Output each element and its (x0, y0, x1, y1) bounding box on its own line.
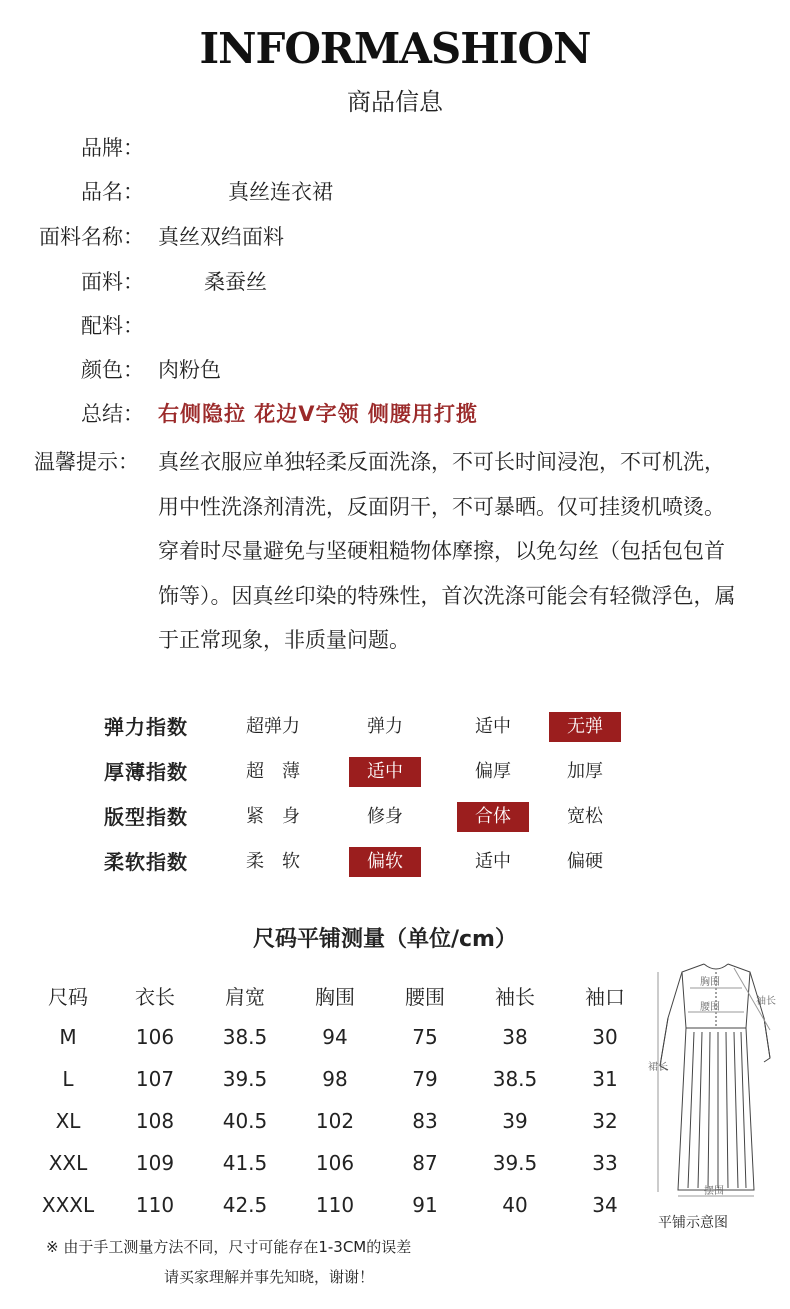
size-row (26, 1058, 650, 1100)
size-value-cell: 109 (135, 1151, 175, 1175)
size-value-cell: 38.5 (222, 1025, 268, 1049)
length-label: 裙长 (648, 1062, 668, 1073)
index-name: 弹力指数 (104, 715, 188, 739)
fabric-value: 桑蚕丝 (204, 270, 267, 294)
name-label: 品名： (81, 180, 144, 204)
info-row-summary (0, 398, 790, 432)
index-option: 弹力 (367, 716, 403, 737)
size-header-cell: 尺码 (48, 984, 88, 1009)
chest-label: 胸围 (700, 977, 720, 988)
info-row-fabric (0, 266, 790, 300)
size-name-cell: L (62, 1067, 74, 1091)
index-option: 宽松 (567, 806, 603, 827)
info-row-brand (0, 132, 790, 166)
index-name: 版型指数 (104, 805, 188, 829)
index-option: 超 薄 (246, 761, 300, 782)
size-header-cell: 袖口 (585, 984, 625, 1009)
size-value-cell: 42.5 (222, 1193, 268, 1217)
size-value-cell: 39 (502, 1109, 528, 1133)
name-value: 真丝连衣裙 (228, 180, 333, 204)
tips-label: 温馨提示： (34, 450, 139, 474)
measurement-note: ※ 由于手工测量方法不同，尺寸可能存在1-3CM的误差 (46, 1238, 412, 1256)
size-row (26, 1184, 650, 1226)
color-label: 颜色： (81, 358, 144, 382)
size-header-cell: 袖长 (495, 984, 535, 1009)
skirt-shape (678, 1028, 754, 1190)
info-row-accessory (0, 310, 790, 344)
size-value-cell: 79 (412, 1067, 438, 1091)
size-value-cell: 40.5 (222, 1109, 268, 1133)
left-sleeve-shape (660, 964, 704, 1066)
size-header-cell: 衣长 (135, 984, 175, 1009)
size-name-cell: XXL (48, 1151, 88, 1175)
size-value-cell: 108 (135, 1109, 175, 1133)
dress-flat-diagram (646, 958, 776, 1208)
index-option-selected: 适中 (349, 757, 421, 787)
size-value-cell: 102 (315, 1109, 355, 1133)
page-title: INFORMASHION (199, 24, 591, 73)
size-value-cell: 75 (412, 1025, 438, 1049)
index-option-selected: 偏软 (349, 847, 421, 877)
size-value-cell: 107 (135, 1067, 175, 1091)
size-header-cell: 腰围 (405, 984, 445, 1009)
size-value-cell: 106 (315, 1151, 355, 1175)
size-chart-title: 尺码平铺测量（单位/cm） (252, 927, 517, 952)
index-option: 柔 软 (246, 851, 300, 872)
size-table-header (26, 974, 650, 1016)
index-option: 适中 (475, 716, 511, 737)
index-name: 柔软指数 (104, 850, 188, 874)
index-option: 修身 (367, 806, 403, 827)
size-value-cell: 98 (322, 1067, 348, 1091)
size-value-cell: 106 (135, 1025, 175, 1049)
size-value-cell: 33 (592, 1151, 618, 1175)
info-row-fabric-name (0, 221, 790, 255)
index-option: 偏硬 (567, 851, 603, 872)
index-option: 加厚 (567, 761, 603, 782)
size-value-cell: 32 (592, 1109, 618, 1133)
fabric-name-value: 真丝双绉面料 (158, 225, 284, 249)
index-row (0, 845, 790, 879)
info-row-color (0, 354, 790, 388)
summary-label: 总结： (81, 402, 144, 426)
size-name-cell: M (59, 1025, 77, 1049)
fabric-label: 面料： (81, 270, 144, 294)
diagram-caption: 平铺示意图 (658, 1215, 728, 1231)
tips-text: 真丝衣服应单独轻柔反面洗涤，不可长时间浸泡，不可机洗，用中性洗涤剂清洗，反面阴干，不可暴晒。仅可挂烫机喷烫。穿着时尽量避免与坚硬粗糙物体摩擦，以免勾丝（包括包包首饰等）。因真丝印染的特殊性，首次洗涤可能会有轻微浮色，属于正常现象，非质量问题。 (158, 450, 736, 652)
sleeve-label: 袖长 (756, 996, 776, 1007)
index-option-selected: 无弹 (549, 712, 621, 742)
index-option: 偏厚 (475, 761, 511, 782)
size-value-cell: 41.5 (222, 1151, 268, 1175)
index-option: 适中 (475, 851, 511, 872)
size-value-cell: 40 (502, 1193, 528, 1217)
fabric-name-label: 面料名称： (39, 225, 144, 249)
size-value-cell: 110 (135, 1193, 175, 1217)
size-value-cell: 34 (592, 1193, 618, 1217)
info-row-name (0, 176, 790, 210)
color-value: 肉粉色 (158, 358, 221, 382)
page-subtitle: 商品信息 (347, 88, 443, 116)
size-name-cell: XXXL (41, 1193, 95, 1217)
index-row (0, 710, 790, 744)
index-option-selected: 合体 (457, 802, 529, 832)
size-value-cell: 38.5 (492, 1067, 538, 1091)
index-name: 厚薄指数 (104, 760, 188, 784)
summary-value: 右侧隐拉 花边V字领 侧腰用打揽 (158, 402, 478, 426)
hem-label: 摆围 (704, 1186, 724, 1197)
size-row (26, 1100, 650, 1142)
size-value-cell: 87 (412, 1151, 438, 1175)
size-header-cell: 肩宽 (225, 984, 265, 1009)
size-table (26, 974, 650, 1226)
accessory-label: 配料： (81, 314, 144, 338)
size-value-cell: 83 (412, 1109, 438, 1133)
index-option: 紧 身 (246, 806, 300, 827)
size-value-cell: 94 (322, 1025, 348, 1049)
waist-label: 腰围 (700, 1002, 720, 1013)
neckline-shape (704, 964, 728, 969)
size-value-cell: 30 (592, 1025, 618, 1049)
size-value-cell: 91 (412, 1193, 438, 1217)
size-row (26, 1142, 650, 1184)
size-value-cell: 38 (502, 1025, 528, 1049)
size-row (26, 1016, 650, 1058)
size-value-cell: 110 (315, 1193, 355, 1217)
size-header-cell: 胸围 (315, 984, 355, 1009)
index-option: 超弹力 (246, 716, 300, 737)
size-name-cell: XL (55, 1109, 81, 1133)
brand-label: 品牌： (81, 136, 144, 160)
index-row (0, 800, 790, 834)
size-value-cell: 31 (592, 1067, 618, 1091)
size-value-cell: 39.5 (492, 1151, 538, 1175)
size-value-cell: 39.5 (222, 1067, 268, 1091)
thanks-note: 请买家理解并事先知晓，谢谢！ (164, 1268, 375, 1286)
index-row (0, 755, 790, 789)
